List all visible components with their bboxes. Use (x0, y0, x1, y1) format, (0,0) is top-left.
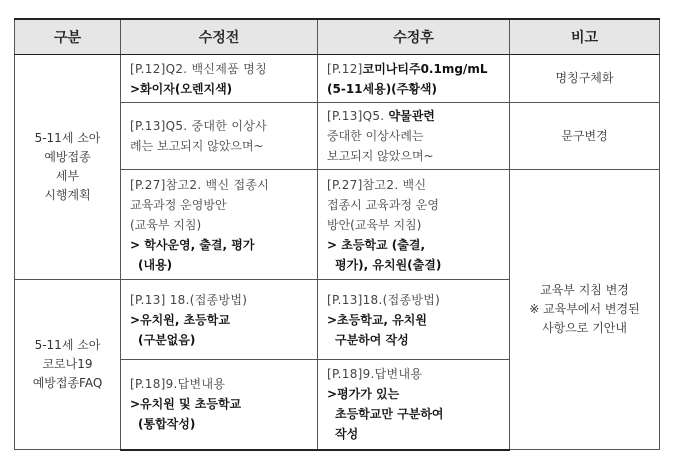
after-cell: [P.18]9.답변내용 >평가가 있는 초등학교만 구분하여 작성 (318, 360, 510, 450)
before-cell: [P.13] 18.(접종방법) >유치원, 초등학교 (구분없음) (121, 280, 318, 360)
before-cell: [P.27]참고2. 백신 접종시 교육과정 운영방안 (교육부 지침) > 학사운영, 출결, 평가 (내용) (121, 170, 318, 280)
category-plan: 5-11세 소아 예방접종 세부 시행계획 (15, 55, 121, 280)
note-cell: 문구변경 (510, 103, 660, 170)
revision-table (14, 18, 660, 451)
category-faq: 5-11세 소아 코로나19 예방접종FAQ (15, 280, 121, 450)
header-category: 구분 (15, 19, 121, 55)
after-cell: [P.12]코미나티주0.1mg/mL (5-11세용)(주황색) (318, 55, 510, 103)
header-before: 수정전 (121, 19, 318, 55)
table-row (15, 55, 660, 103)
after-cell: [P.13]Q5. 약물관련 중대한 이상사례는 보고되지 않았으며~ (318, 103, 510, 170)
shared-note-cell: 교육부 지침 변경 ※ 교육부에서 변경된 사항으로 기안내 (510, 170, 660, 450)
before-cell: [P.18]9.답변내용 >유치원 및 초등학교 (통합작성) (121, 360, 318, 450)
before-cell: [P.13]Q5. 중대한 이상사 례는 보고되지 않았으며~ (121, 103, 318, 170)
header-note: 비고 (510, 19, 660, 55)
after-cell: [P.13]18.(접종방법) >초등학교, 유치원 구분하여 작성 (318, 280, 510, 360)
after-cell: [P.27]참고2. 백신 접종시 교육과정 운영 방안(교육부 지침) > 초등학교 (출결, 평가), 유치원(출결) (318, 170, 510, 280)
before-cell: [P.12]Q2. 백신제품 명칭 >화이자(오렌지색) (121, 55, 318, 103)
note-cell: 명칭구체화 (510, 55, 660, 103)
header-after: 수정후 (318, 19, 510, 55)
header-row (15, 19, 660, 55)
